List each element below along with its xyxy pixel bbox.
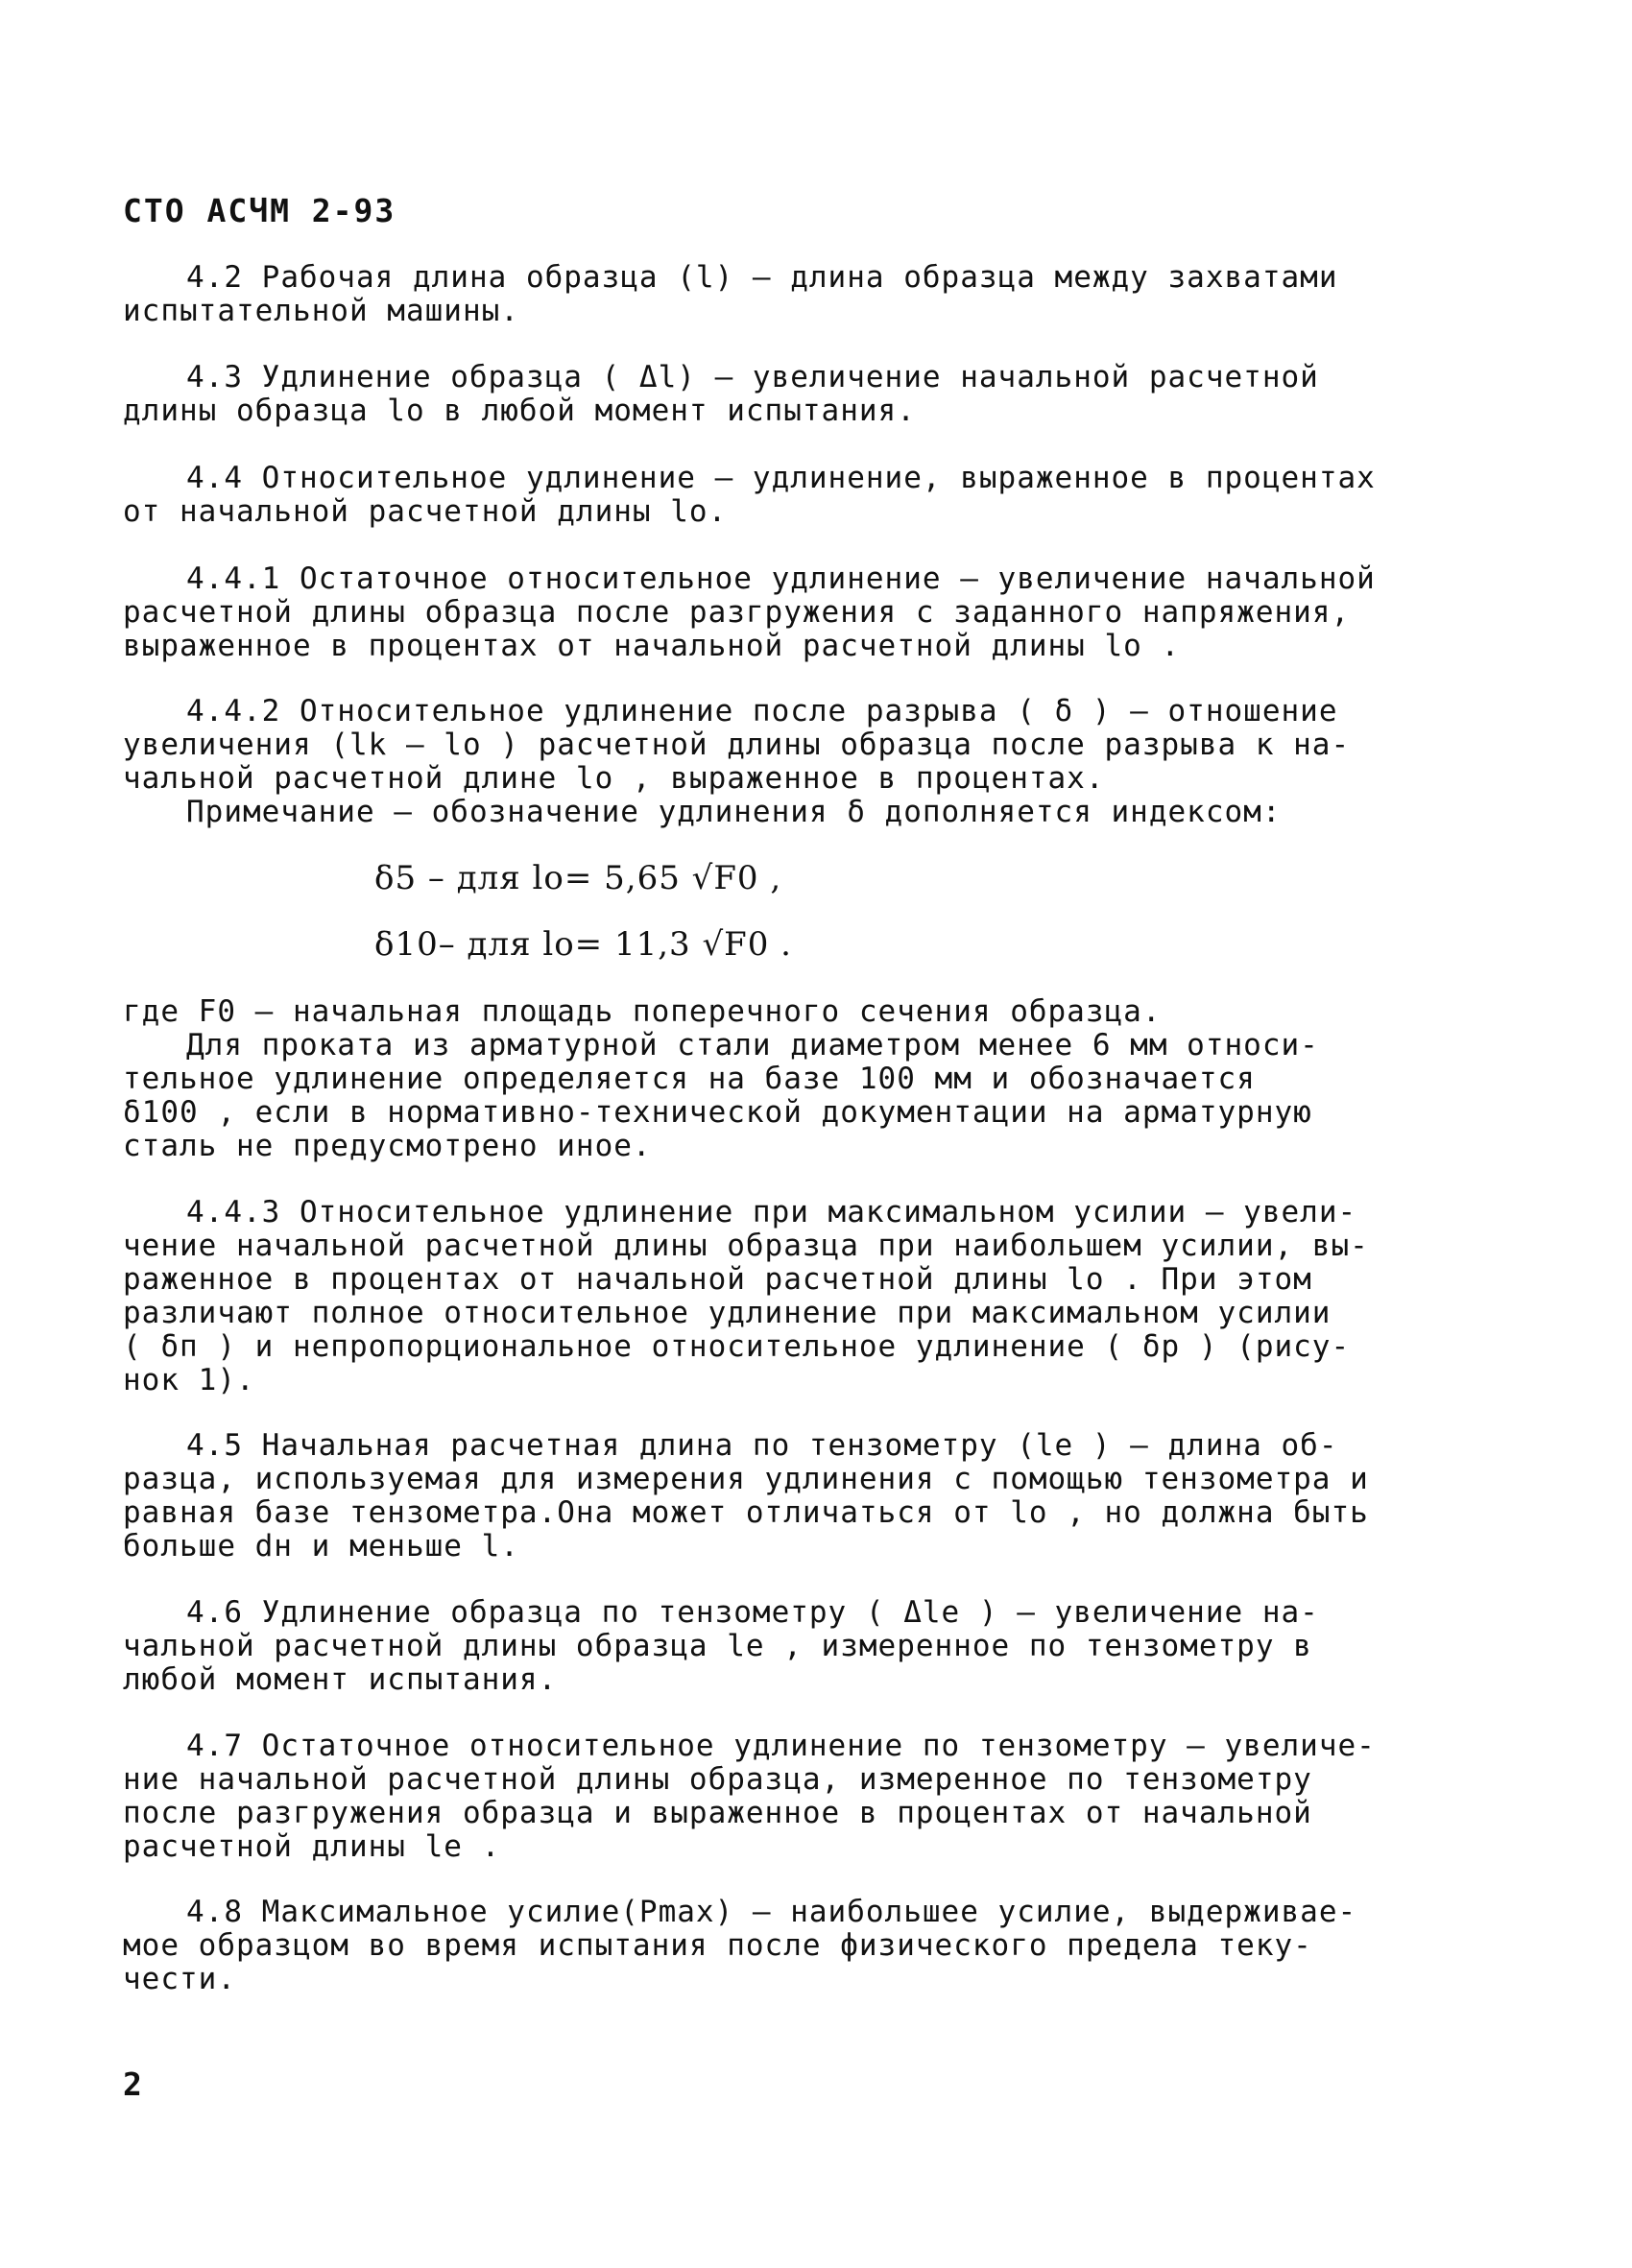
paragraph-4-5 <box>123 1429 1503 1564</box>
paragraph-4-8 <box>123 1896 1503 1996</box>
text-line: 4.4.1 Остаточное относительное удлинение – увеличение начальной <box>186 562 1376 596</box>
text-line: расчетной длины образца после разгружения с заданного напряжения, <box>123 596 1351 630</box>
text-line: 4.8 Максимальное усилие(Pmax) – наибольшее усилие, выдерживае- <box>186 1896 1357 1929</box>
text-line: 4.3 Удлинение образца ( Δl) – увеличение начальной расчетной <box>186 361 1319 394</box>
paragraph-f0-note <box>123 995 1503 1163</box>
text-line: расчетной длины le . <box>123 1830 501 1864</box>
text-line: δ100 , если в нормативно-технической документации на арматурную <box>123 1096 1312 1130</box>
document-code-header: СТО АСЧМ 2-93 <box>123 192 396 229</box>
text-line: чение начальной расчетной длины образца при наибольшем усилии, вы- <box>123 1229 1369 1263</box>
text-line: тельное удлинение определяется на базе 100 мм и обозначается <box>123 1062 1256 1096</box>
text-line: чальной расчетной длине lo , выраженное в процентах. <box>123 762 1105 796</box>
text-line: раженное в процентах от начальной расчетной длины lo . При этом <box>123 1263 1312 1297</box>
paragraph-4-4 <box>123 462 1503 529</box>
text-line: сталь не предусмотрено иное. <box>123 1130 652 1163</box>
paragraph-4-4-3 <box>123 1196 1503 1397</box>
text-line: 4.4 Относительное удлинение – удлинение, выраженное в процентах <box>186 462 1376 495</box>
text-line: длины образца lo в любой момент испытания. <box>123 394 916 428</box>
text-line: 4.6 Удлинение образца по тензометру ( Δle ) – увеличение на- <box>186 1596 1319 1630</box>
text-line: испытательной машины. <box>123 295 519 328</box>
text-line: Примечание – обозначение удлинения δ дополняется индексом: <box>186 796 1282 829</box>
text-line: нок 1). <box>123 1364 255 1397</box>
text-line: чальной расчетной длины образца le , измеренное по тензометру в <box>123 1630 1312 1663</box>
text-line: равная базе тензометра.Она может отличаться от lo , но должна быть <box>123 1496 1369 1530</box>
text-line: 4.2 Рабочая длина образца (l) – длина образца между захватами <box>186 261 1338 295</box>
page-number: 2 <box>123 2065 142 2103</box>
text-line: Для проката из арматурной стали диаметром менее 6 мм относи- <box>186 1029 1319 1062</box>
text-line: ние начальной расчетной длины образца, измеренное по тензометру <box>123 1763 1312 1797</box>
text-line: различают полное относительное удлинение при максимальном усилии <box>123 1297 1332 1330</box>
text-line: увеличения (lk – lo ) расчетной длины образца после разрыва к на- <box>123 728 1351 762</box>
text-line: выраженное в процентах от начальной расчетной длины lo . <box>123 630 1181 663</box>
formula-delta-10: δ10– для lo= 11,3 √F0 . <box>374 925 792 964</box>
text-line: 4.7 Остаточное относительное удлинение по тензометру – увеличе- <box>186 1730 1376 1763</box>
paragraph-4-3 <box>123 361 1503 428</box>
text-line: чести. <box>123 1963 236 1996</box>
text-line: больше dн и меньше l. <box>123 1530 519 1564</box>
text-line: после разгружения образца и выраженное в процентах от начальной <box>123 1797 1312 1830</box>
paragraph-4-6 <box>123 1596 1503 1697</box>
paragraph-4-7 <box>123 1730 1503 1864</box>
paragraph-4-4-1 <box>123 562 1503 663</box>
formula-delta-5: δ5 – для lo= 5,65 √F0 , <box>374 859 782 897</box>
text-line: 4.4.2 Относительное удлинение после разрыва ( δ ) – отношение <box>186 695 1338 728</box>
paragraph-4-2 <box>123 261 1503 328</box>
text-line: разца, используемая для измерения удлинения с помощью тензометра и <box>123 1463 1369 1496</box>
text-line: мое образцом во время испытания после физического предела теку- <box>123 1929 1312 1963</box>
text-line: от начальной расчетной длины lo. <box>123 495 728 529</box>
paragraph-4-4-2 <box>123 695 1503 829</box>
text-line: 4.4.3 Относительное удлинение при максимальном усилии – увели- <box>186 1196 1357 1229</box>
text-line: любой момент испытания. <box>123 1663 558 1697</box>
text-line: где F0 – начальная площадь поперечного сечения образца. <box>123 995 1162 1029</box>
text-line: ( δп ) и непропорциональное относительное удлинение ( δр ) (рису- <box>123 1330 1351 1364</box>
text-line: 4.5 Начальная расчетная длина по тензометру (le ) – длина об- <box>186 1429 1338 1463</box>
